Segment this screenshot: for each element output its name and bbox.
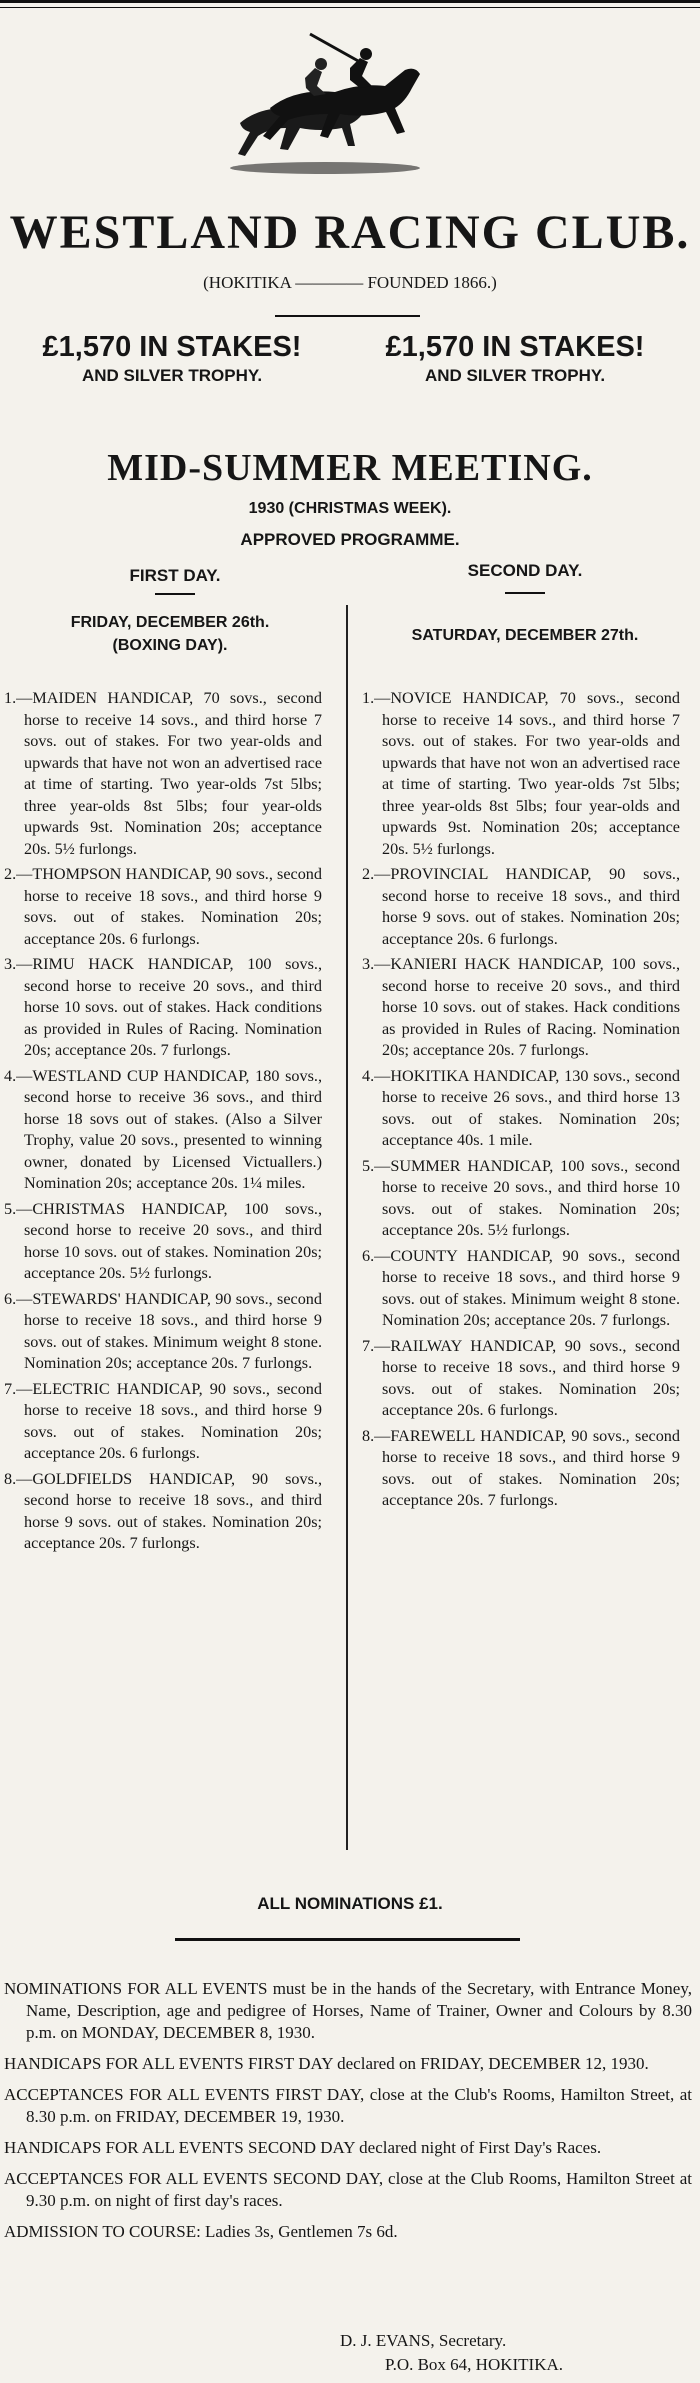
racehorse-logo-icon: [200, 28, 450, 178]
top-rule-thin: [0, 7, 700, 8]
race-entry: 6.—COUNTY HANDICAP, 90 sovs., second horse to receive 18 sovs., and third horse 9 sovs. out of stakes. Minimum weight 8 stone. Nomination 20s; acceptance 20s. 7 furlongs.: [362, 1246, 680, 1329]
second-day-date: SATURDAY, DECEMBER 27th.: [411, 627, 639, 644]
stakes-amount: £1,570 IN STAKES!: [385, 331, 645, 363]
founded-line: (HOKITIKA ———— FOUNDED 1866.): [203, 273, 497, 292]
notice-item: HANDICAPS FOR ALL EVENTS FIRST DAY declared on FRIDAY, DECEMBER 12, 1930.: [4, 2054, 649, 2073]
notice-item: ACCEPTANCES FOR ALL EVENTS SECOND DAY, close at the Club Rooms, Hamilton Street at 9.30 p.m. on night of first day's races.: [4, 2169, 692, 2210]
race-entry: 3.—RIMU HACK HANDICAP, 100 sovs., second horse to receive 20 sovs., and third horse 10 sovs. out of stakes. Hack conditions as provided in Rules of Racing. Nomination 20s; acceptance 20s. 7 furlongs.: [4, 955, 322, 1059]
race-entry: 7.—ELECTRIC HANDICAP, 90 sovs., second horse to receive 18 sovs., and third horse 9 sovs. out of stakes. Nomination 20s; acceptance 20s. 6 furlongs.: [4, 1379, 322, 1462]
stakes-right: [355, 330, 675, 388]
notice-item: NOMINATIONS FOR ALL EVENTS must be in the hands of the Secretary, with Entrance Money, Name, Description, age and pedigree of Horses, Name of Trainer, Owner and Colours by 8.30 p.m. on MONDAY, DECEMBER 8, 1930.: [4, 1979, 692, 2042]
second-day-heading: SECOND DAY.: [467, 561, 583, 580]
top-rule: [0, 0, 700, 3]
first-day-date-note: (BOXING DAY).: [112, 637, 228, 654]
race-entry: 6.—STEWARDS' HANDICAP, 90 sovs., second horse to receive 18 sovs., and third horse 9 sovs. out of stakes. Minimum weight 8 stone. Nomination 20s; acceptance 20s. 7 furlongs.: [4, 1289, 322, 1372]
notice-item: ACCEPTANCES FOR ALL EVENTS FIRST DAY, close at the Club's Rooms, Hamilton Street, at 8.30 p.m. on FRIDAY, DECEMBER 19, 1930.: [4, 2085, 692, 2126]
race-entry: 1.—NOVICE HANDICAP, 70 sovs., second horse to receive 14 sovs., and third horse 7 sovs. out of stakes. For two year-olds and upwards that have not won an advertised race at time of starting. Two year-olds 7st 5lbs; three year-olds 8st 5lbs; four year-olds and upwards 9st. Nomination 20s; acceptance 20s. 5½ furlongs.: [362, 689, 680, 858]
race-entry: 3.—KANIERI HACK HANDICAP, 100 sovs., second horse to receive 20 sovs., and third horse 10 sovs. out of stakes. Hack conditions as provided in Rules of Racing. Nomination 20s; acceptance 20s. 7 furlongs.: [362, 955, 680, 1059]
race-entry: 7.—RAILWAY HANDICAP, 90 sovs., second horse to receive 18 sovs., and third horse 9 sovs. out of stakes. Nomination 20s; acceptance 20s. 6 furlongs.: [362, 1336, 680, 1419]
notice-item: ADMISSION TO COURSE: Ladies 3s, Gentlemen 7s 6d.: [4, 2222, 398, 2241]
race-entry: 4.—HOKITIKA HANDICAP, 130 sovs., second horse to receive 26 sovs., and third horse 13 sovs. out of stakes. Nomination 20s; acceptance 40s. 1 mile.: [362, 1066, 680, 1149]
all-nominations: ALL NOMINATIONS £1.: [257, 1894, 443, 1913]
race-entry: 8.—GOLDFIELDS HANDICAP, 90 sovs., second horse to receive 18 sovs., and third horse 9 sovs. out of stakes. Nomination 20s; acceptance 20s. 7 furlongs.: [4, 1469, 322, 1552]
column-divider: [346, 605, 348, 1850]
meeting-title: MID-SUMMER MEETING.: [107, 447, 593, 489]
meeting-year: 1930 (CHRISTMAS WEEK).: [248, 500, 452, 517]
approved-programme: APPROVED PROGRAMME.: [240, 530, 460, 549]
short-divider: [275, 315, 420, 317]
first-day-date: FRIDAY, DECEMBER 26th.: [70, 614, 270, 631]
first-day-races: [4, 688, 322, 1559]
race-entry: 2.—PROVINCIAL HANDICAP, 90 sovs., second horse to receive 18 sovs., and third horse 9 sovs. out of stakes. Nomination 20s; acceptance 20s. 6 furlongs.: [362, 865, 680, 948]
stakes-trophy: AND SILVER TROPHY.: [81, 366, 263, 385]
page-title: WESTLAND RACING CLUB.: [9, 206, 691, 259]
first-day-heading: FIRST DAY.: [129, 566, 221, 585]
stakes-left: [12, 330, 332, 388]
notices: [4, 1978, 692, 2252]
race-entry: 2.—THOMPSON HANDICAP, 90 sovs., second horse to receive 18 sovs., and third horse 9 sovs. out of stakes. Nomination 20s; acceptance 20s. 6 furlongs.: [4, 865, 322, 948]
secretary-name: D. J. EVANS, Secretary.: [340, 2331, 507, 2350]
stakes-trophy: AND SILVER TROPHY.: [424, 366, 606, 385]
second-day-races: [362, 688, 680, 1516]
race-entry: 5.—SUMMER HANDICAP, 100 sovs., second horse to receive 20 sovs., and third horse 10 sovs. out of stakes. Nomination 20s; acceptance 20s. 5½ furlongs.: [362, 1156, 680, 1239]
race-entry: 8.—FAREWELL HANDICAP, 90 sovs., second horse to receive 18 sovs., and third horse 9 sovs. out of stakes. Nomination 20s; acceptance 20s. 7 furlongs.: [362, 1426, 680, 1509]
bottom-rule: [175, 1938, 520, 1941]
race-entry: 4.—WESTLAND CUP HANDICAP, 180 sovs., second horse to receive 36 sovs., and third horse 18 sovs out of stakes. (Also a Silver Trophy, value 20 sovs., presented to winning owner, donated by Licensed Victuallers.) Nomination 20s; acceptance 20s. 1¼ miles.: [4, 1066, 322, 1192]
secretary-address: P.O. Box 64, HOKITIKA.: [385, 2355, 564, 2374]
race-entry: 5.—CHRISTMAS HANDICAP, 100 sovs., second horse to receive 20 sovs., and third horse 10 sovs. out of stakes. Nomination 20s; acceptance 20s. 5½ furlongs.: [4, 1199, 322, 1282]
short-divider: [505, 592, 545, 594]
race-entry: 1.—MAIDEN HANDICAP, 70 sovs., second horse to receive 14 sovs., and third horse 7 sovs. out of stakes. For two year-olds and upwards that have not won an advertised race at time of starting. Two year-olds 7st 5lbs; three year-olds 8st 5lbs; four year-olds upwards 9st. Nomination 20s; acceptance 20s. 5½ furlongs.: [4, 689, 322, 858]
notice-item: HANDICAPS FOR ALL EVENTS SECOND DAY declared night of First Day's Races.: [4, 2138, 602, 2157]
short-divider: [155, 593, 195, 595]
stakes-amount: £1,570 IN STAKES!: [42, 331, 302, 363]
